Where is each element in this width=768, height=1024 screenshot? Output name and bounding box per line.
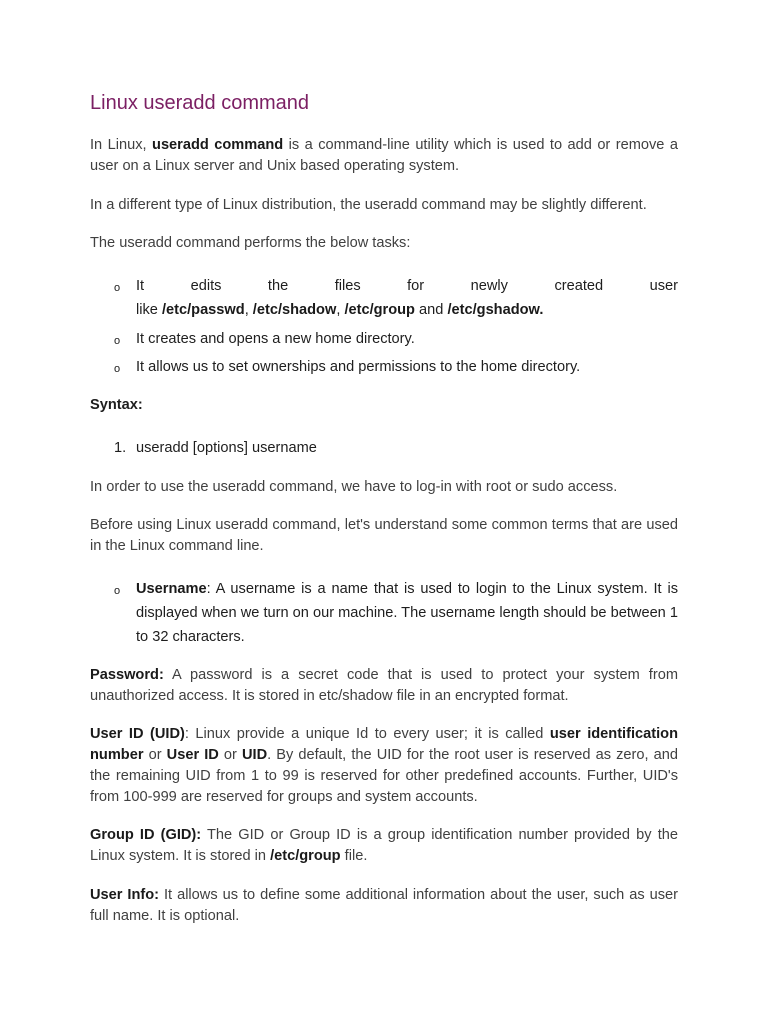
separator: ,	[244, 302, 253, 318]
word: edits	[190, 278, 222, 294]
list-item-first-line	[136, 274, 678, 298]
uid-text-rest: . By default, the UID for the root user is reserved as zero, and the remaining UID from 1 to 99 is reserved for other predefined accounts. Further, UID's from 100-999 are reserved for groups and system accounts.	[90, 747, 678, 805]
intro-paragraph	[90, 135, 678, 177]
uid-or: or	[143, 747, 167, 763]
syntax-command: useradd [options] username	[136, 440, 317, 456]
uid-bold-full: user identification number	[90, 726, 679, 763]
gid-paragraph	[90, 825, 678, 867]
list-bullet: o	[114, 585, 121, 597]
path-gshadow: /etc/gshadow.	[447, 302, 544, 318]
gid-text-end: file.	[340, 848, 368, 864]
list-bullet: o	[114, 282, 121, 294]
text-like: like	[136, 302, 162, 318]
user-info-text: It allows us to define some additional information about the user, such as user full name. It is optional.	[90, 887, 678, 924]
login-paragraph: In order to use the useradd command, we have to log-in with root or sudo access.	[90, 479, 618, 495]
list-bullet: o	[114, 335, 121, 347]
intro-text-post: is a command-line utility which is used to add or remove a user on a Linux server and Unix based operating system.	[90, 137, 678, 174]
term-user-info: User Info:	[90, 887, 160, 903]
word: newly	[470, 278, 508, 294]
intro-bold-term: useradd command	[152, 137, 284, 153]
uid-bold-userid: User ID	[166, 747, 219, 763]
uid-text: : Linux provide a unique Id to every user; it is called	[184, 726, 550, 742]
syntax-number: 1.	[114, 440, 127, 456]
term-gid: Group ID (GID):	[90, 827, 202, 843]
list-item-edits-files	[136, 274, 678, 322]
word: user	[649, 278, 678, 294]
list-item-username	[136, 577, 678, 649]
text-and: and	[414, 302, 448, 318]
word: files	[334, 278, 361, 294]
list-bullet: o	[114, 363, 121, 375]
word: created	[554, 278, 604, 294]
uid-or: or	[218, 747, 242, 763]
gid-path: /etc/group	[270, 848, 341, 864]
terms-intro-paragraph: Before using Linux useradd command, let's understand some common terms that are used in the Linux command line.	[90, 517, 678, 554]
user-info-paragraph	[90, 885, 678, 927]
path-passwd: /etc/passwd	[161, 302, 245, 318]
gid-text: The GID or Group ID is a group identification number provided by the Linux system. It is stored in	[90, 827, 678, 864]
term-password: Password:	[90, 667, 164, 683]
uid-paragraph	[90, 724, 678, 808]
term-uid: User ID (UID)	[90, 726, 185, 742]
password-paragraph	[90, 665, 678, 707]
term-username-definition: : A username is a name that is used to login to the Linux system. It is displayed when we turn on our machine. The username length should be between 1 to 32 characters.	[136, 581, 678, 645]
syntax-heading: Syntax:	[90, 397, 143, 413]
list-item-home-directory: It creates and opens a new home directory.	[136, 331, 415, 347]
uid-bold-uid: UID	[241, 747, 268, 763]
tasks-intro-paragraph: The useradd command performs the below tasks:	[90, 235, 411, 251]
word: for	[407, 278, 425, 294]
list-item-permissions: It allows us to set ownerships and permissions to the home directory.	[136, 359, 581, 375]
list-item-second-line	[136, 298, 678, 322]
term-password-definition: A password is a secret code that is used to protect your system from unauthorized access. It is stored in etc/shadow file in an encrypted format.	[90, 667, 678, 704]
path-group: /etc/group	[344, 302, 415, 318]
word: the	[267, 278, 289, 294]
word: It	[136, 278, 145, 294]
page-title: Linux useradd command	[90, 92, 310, 114]
path-shadow: /etc/shadow	[252, 302, 337, 318]
intro-text-pre: In Linux,	[90, 137, 153, 153]
term-username: Username	[136, 581, 207, 597]
distribution-paragraph: In a different type of Linux distribution, the useradd command may be slightly different.	[90, 197, 647, 213]
separator: ,	[336, 302, 345, 318]
